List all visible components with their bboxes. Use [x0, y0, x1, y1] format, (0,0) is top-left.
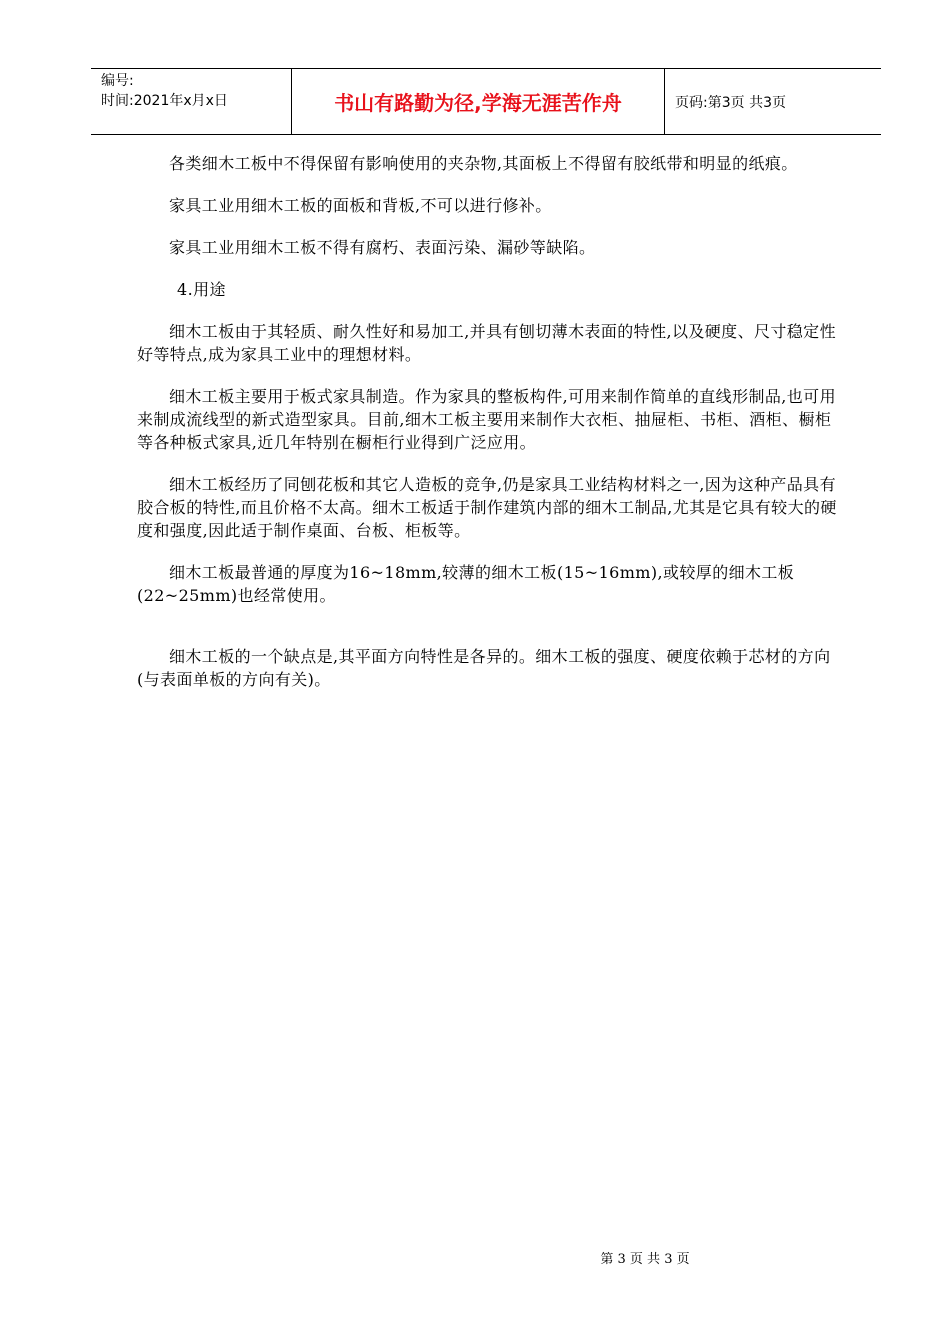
- document-time-label: 时间:2021年x月x日: [101, 93, 228, 109]
- paragraph: 细木工板最普通的厚度为16~18mm,较薄的细木工板(15~16mm),或较厚的细木工板(22~25mm)也经常使用。: [137, 563, 795, 605]
- header-page-number: 页码:第3页 共3页: [675, 94, 786, 111]
- paragraph: 细木工板经历了同刨花板和其它人造板的竞争,仍是家具工业结构材料之一,因为这种产品具有胶合板的特性,而且价格不太高。细木工板适于制作建筑内部的细木工制品,尤其是它具有较大的硬度和强度,因此适于制作桌面、台板、柜板等。: [137, 475, 837, 540]
- paragraph: 细木工板由于其轻质、耐久性好和易加工,并具有刨切薄木表面的特性,以及硬度、尺寸稳定性好等特点,成为家具工业中的理想材料。: [137, 322, 836, 364]
- paragraph: 各类细木工板中不得保留有影响使用的夹杂物,其面板上不得留有胶纸带和明显的纸痕。: [169, 154, 798, 173]
- document-body: [137, 152, 842, 691]
- header-meta: [91, 69, 292, 134]
- paragraph: 细木工板的一个缺点是,其平面方向特性是各异的。细木工板的强度、硬度依赖于芯材的方向(与表面单板的方向有关)。: [137, 647, 831, 689]
- section-heading: 4.用途: [177, 280, 226, 299]
- paragraph: 家具工业用细木工板的面板和背板,不可以进行修补。: [169, 196, 552, 215]
- footer-page-number: 第 3 页 共 3 页: [600, 1252, 690, 1267]
- paragraph: 细木工板主要用于板式家具制造。作为家具的整板构件,可用来制作简单的直线形制品,也可用来制成流线型的新式造型家具。目前,细木工板主要用来制作大衣柜、抽屉柜、书柜、酒柜、橱柜等各种板式家具,近几年特别在橱柜行业得到广泛应用。: [137, 387, 836, 452]
- paragraph: 家具工业用细木工板不得有腐朽、表面污染、漏砂等缺陷。: [169, 238, 596, 257]
- header-motto: 书山有路勤为径,学海无涯苦作舟: [292, 69, 665, 134]
- page-header: [91, 68, 881, 135]
- page-footer: [0, 1248, 950, 1267]
- document-number-label: 编号:: [101, 73, 134, 89]
